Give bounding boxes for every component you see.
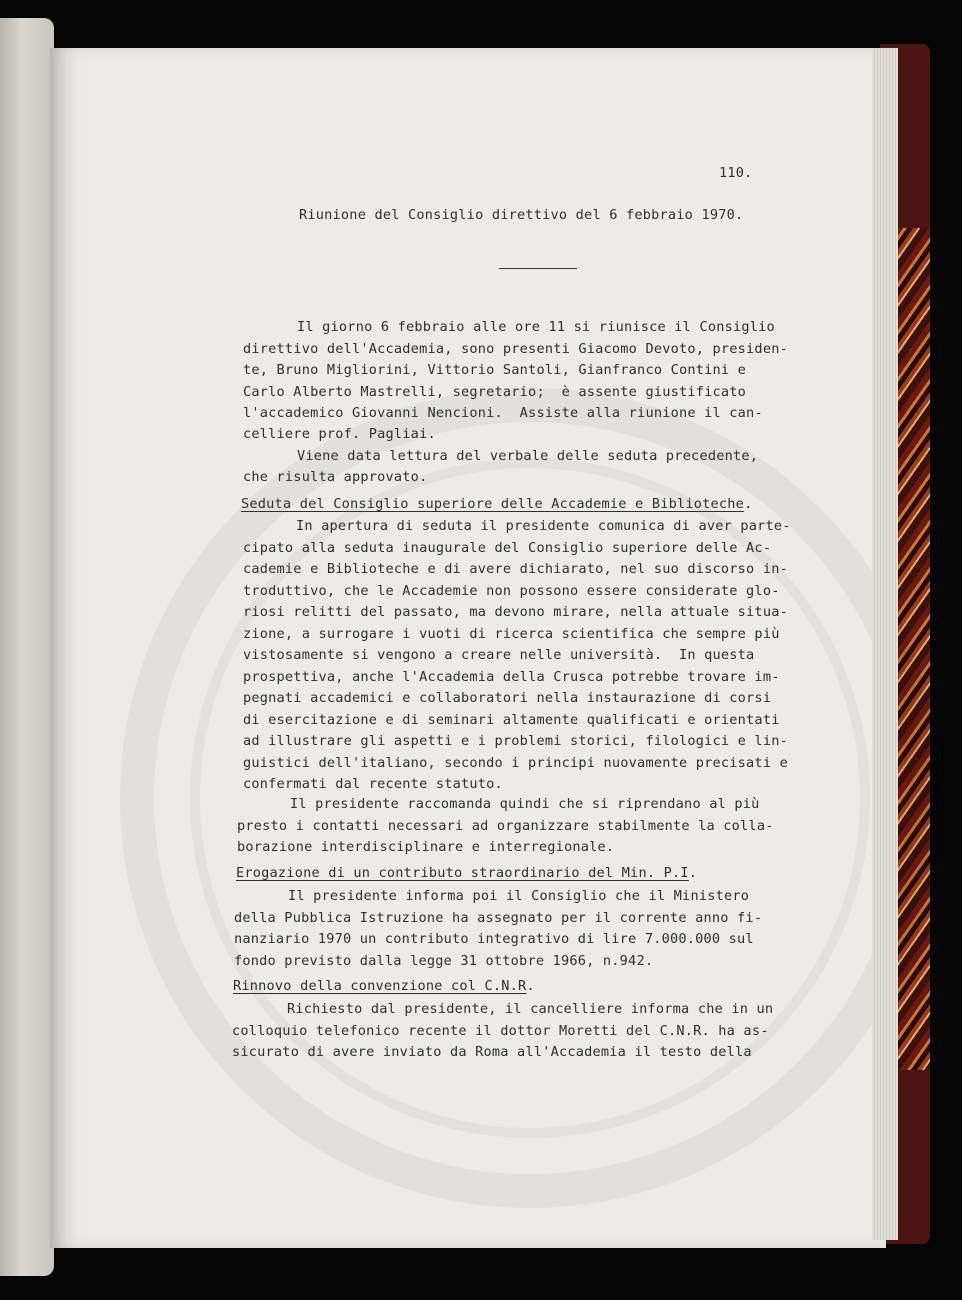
body-text-line: cipato alla seduta inaugurale del Consiglio superiore delle Ac- [243,540,772,556]
previous-page-edge [0,18,54,1276]
body-text-line: borazione interdisciplinare e interregionale. [237,839,615,855]
marbled-endpaper [896,228,930,1070]
body-text-line: presto i contatti necessari ad organizzare stabilmente la colla- [237,818,774,834]
title-divider [499,268,577,269]
section-heading [236,865,697,881]
body-text-line: nanziario 1970 un contributo integrativo di lire 7.000.000 sul [234,931,754,947]
body-text-line: che risulta approvato. [243,469,428,485]
body-text-line: Il presidente raccomanda quindi che si riprendano al più [290,796,760,812]
body-text-line: Il giorno 6 febbraio alle ore 11 si riunisce il Consiglio [297,319,775,335]
body-text-line: celliere prof. Pagliai. [243,426,436,442]
body-text-line: vistosamente si vengono a creare nelle università. In questa [243,647,755,663]
page-edges [872,48,898,1240]
body-text-line: troduttivo, che le Accademie non possono essere considerate glo- [243,583,780,599]
body-text-line: fondo previsto dalla legge 31 ottobre 1966, n.942. [234,953,654,969]
section-heading-text: Seduta del Consiglio superiore delle Accademie e Biblioteche [241,496,745,512]
section-heading-period: . [744,496,753,512]
section-heading-text: Erogazione di un contributo straordinario del Min. P.I [236,865,689,881]
body-text-line: ad illustrare gli aspetti e i problemi storici, filologici e lin- [243,733,788,749]
body-text-line: direttivo dell'Accademia, sono presenti Giacomo Devoto, presiden- [243,341,788,357]
body-text-line: di esercitazione e di seminari altamente qualificati e orientati [243,712,780,728]
body-text-line: Viene data lettura del verbale delle seduta precedente, [297,448,759,464]
body-text-line: guistici dell'italiano, secondo i principi nuovamente precisati e [243,755,788,771]
body-text-line: sicurato di avere inviato da Roma all'Accademia il testo della [232,1044,752,1060]
section-heading [233,978,535,994]
section-heading [241,496,752,512]
body-text-line: confermati dal recente statuto. [243,776,503,792]
body-text-line: cademie e Biblioteche e di avere dichiarato, nel suo discorso in- [243,561,788,577]
page-title: Riunione del Consiglio direttivo del 6 febbraio 1970. [299,207,744,223]
section-heading-period: . [526,978,535,994]
body-text-line: Carlo Alberto Mastrelli, segretario; è assente giustificato [243,384,747,400]
body-text-line: della Pubblica Istruzione ha assegnato per il corrente anno fi- [234,910,763,926]
body-text-line: prospettiva, anche l'Accademia della Crusca potrebbe trovare im- [243,669,780,685]
body-text-line: pegnati accademici e collaboratori nella instaurazione di corsi [243,690,772,706]
body-text-line: l'accademico Giovanni Nencioni. Assiste alla riunione il can- [243,405,763,421]
body-text-line: In apertura di seduta il presidente comunica di aver parte- [296,518,791,534]
page-number: 110. [719,165,753,181]
section-heading-period: . [688,865,698,881]
body-text-line: riosi relitti del passato, ma devono mirare, nella attuale situa- [243,604,788,620]
body-text-line: te, Bruno Migliorini, Vittorio Santoli, Gianfranco Contini e [243,362,747,378]
body-text-line: zione, a surrogare i vuoti di ricerca scientifica che sempre più [243,626,780,642]
section-heading-text: Rinnovo della convenzione col C.N.R [233,978,527,994]
body-text-line: colloquio telefonico recente il dottor Moretti del C.N.R. ha as- [232,1023,769,1039]
body-text-line: Il presidente informa poi il Consiglio che il Ministero [288,888,750,904]
body-text-line: Richiesto dal presidente, il cancelliere informa che in un [287,1001,774,1017]
